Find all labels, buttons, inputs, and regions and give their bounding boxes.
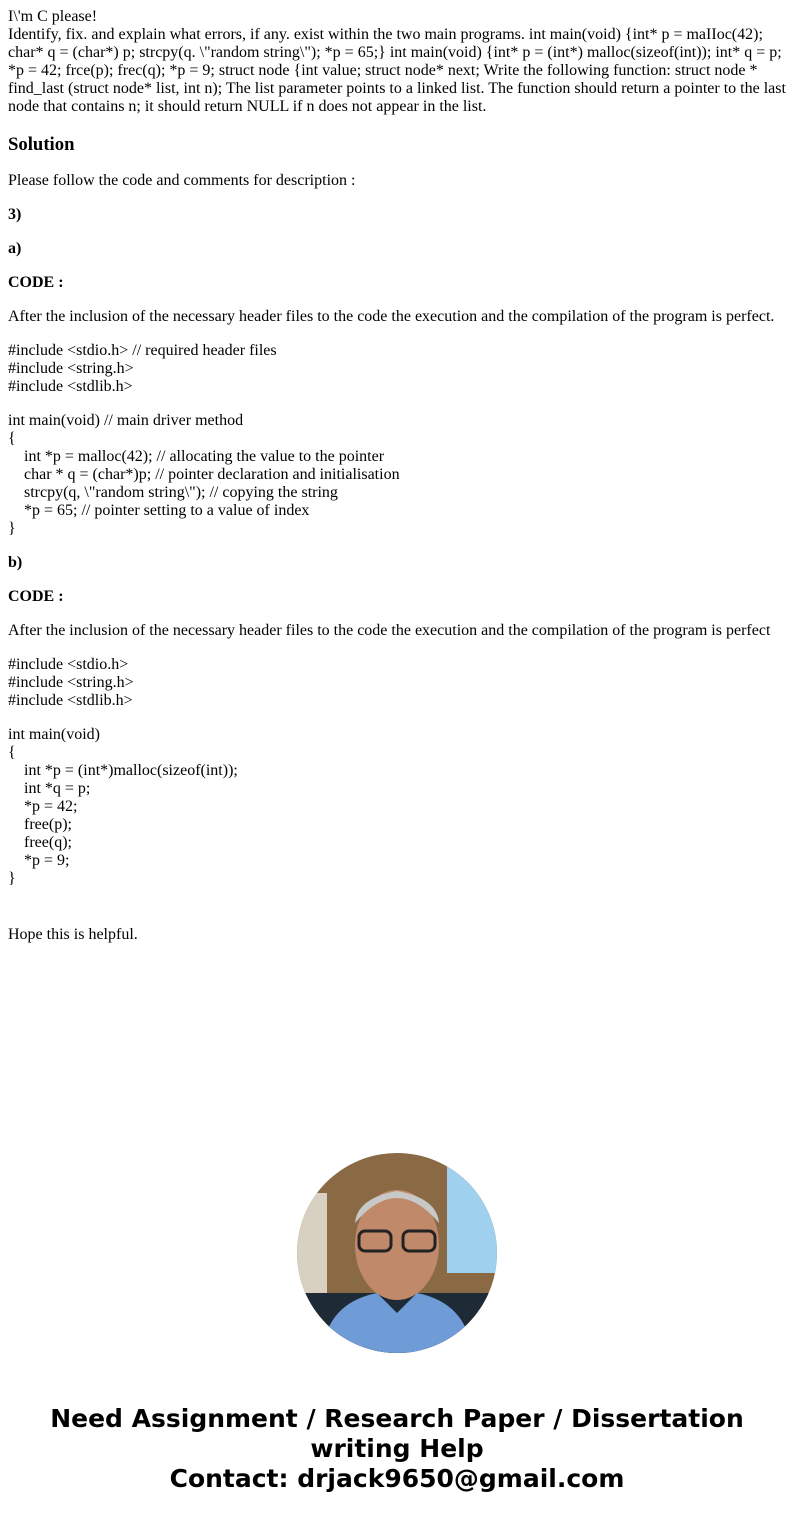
code-line: free(p); bbox=[24, 816, 72, 833]
code-line: int *q = p; bbox=[24, 780, 91, 797]
code-line: *p = 42; bbox=[24, 798, 78, 815]
part-b-note: After the inclusion of the necessary header files to the code the execution and the compilation of the program is perfect bbox=[8, 622, 771, 639]
part-b-main bbox=[8, 726, 786, 888]
part-a-main bbox=[8, 412, 786, 538]
code-line: free(q); bbox=[24, 834, 72, 851]
part-a-code-label: CODE : bbox=[8, 274, 64, 291]
footer-line: Need Assignment / Research Paper / Dissertation bbox=[50, 1404, 744, 1433]
code-line: #include <stdlib.h> bbox=[8, 378, 133, 395]
solution-intro: Please follow the code and comments for description : bbox=[8, 172, 356, 189]
code-line: #include <stdlib.h> bbox=[8, 692, 133, 709]
part-a-includes bbox=[8, 342, 786, 396]
author-photo bbox=[297, 1153, 497, 1353]
code-line: strcpy(q, \"random string\"); // copying the string bbox=[24, 484, 338, 501]
part-a-label: a) bbox=[8, 240, 22, 257]
code-line: int main(void) // main driver method bbox=[8, 412, 244, 429]
part-b-includes bbox=[8, 656, 786, 710]
part-b-code-label: CODE : bbox=[8, 588, 64, 605]
part-a-note: After the inclusion of the necessary header files to the code the execution and the compilation of the program is perfect. bbox=[8, 308, 775, 325]
code-line: int *p = (int*)malloc(sizeof(int)); bbox=[24, 762, 238, 779]
question-body: Identify, fix. and explain what errors, if any. exist within the two main programs. int main(void) {int* p = maIIoc(42); char* q = (char*) p; strcpy(q. \"random string\"); *p = 65;} int main(void) {int* p = (int*) malloc(sizeof(int)); int* q = p; *p = 42; frce(p); frec(q); *p = 9; struct node {int value; struct node* next; Write the following function: struct node * find_last (struct node* list, int n); The list parameter points to a linked list. The function should return a pointer to the last node that contains n; it should return NULL if n does not appear in the list. bbox=[8, 26, 786, 115]
part-b-label: b) bbox=[8, 554, 23, 571]
code-line: int *p = malloc(42); // allocating the value to the pointer bbox=[24, 448, 385, 465]
code-line: } bbox=[8, 870, 16, 887]
code-line: { bbox=[8, 430, 16, 447]
footer-line: writing Help bbox=[310, 1434, 484, 1463]
code-line: char * q = (char*)p; // pointer declaration and initialisation bbox=[24, 466, 400, 483]
code-line: #include <stdio.h> bbox=[8, 656, 129, 673]
code-line: int main(void) bbox=[8, 726, 100, 743]
code-line: { bbox=[8, 744, 16, 761]
question-title: I\'m C please! bbox=[8, 8, 98, 25]
question-number: 3) bbox=[8, 206, 22, 223]
code-line: *p = 9; bbox=[24, 852, 70, 869]
footer-contact: Contact: drjack9650@gmail.com bbox=[169, 1464, 625, 1493]
code-line: #include <string.h> bbox=[8, 360, 134, 377]
question bbox=[8, 8, 786, 116]
code-line: *p = 65; // pointer setting to a value of index bbox=[24, 502, 310, 519]
code-line: } bbox=[8, 520, 16, 537]
solution-heading: Solution bbox=[8, 134, 75, 155]
code-line: #include <string.h> bbox=[8, 674, 134, 691]
closing-text: Hope this is helpful. bbox=[8, 926, 138, 943]
footer-banner bbox=[0, 1404, 794, 1494]
code-line: #include <stdio.h> // required header files bbox=[8, 342, 277, 359]
